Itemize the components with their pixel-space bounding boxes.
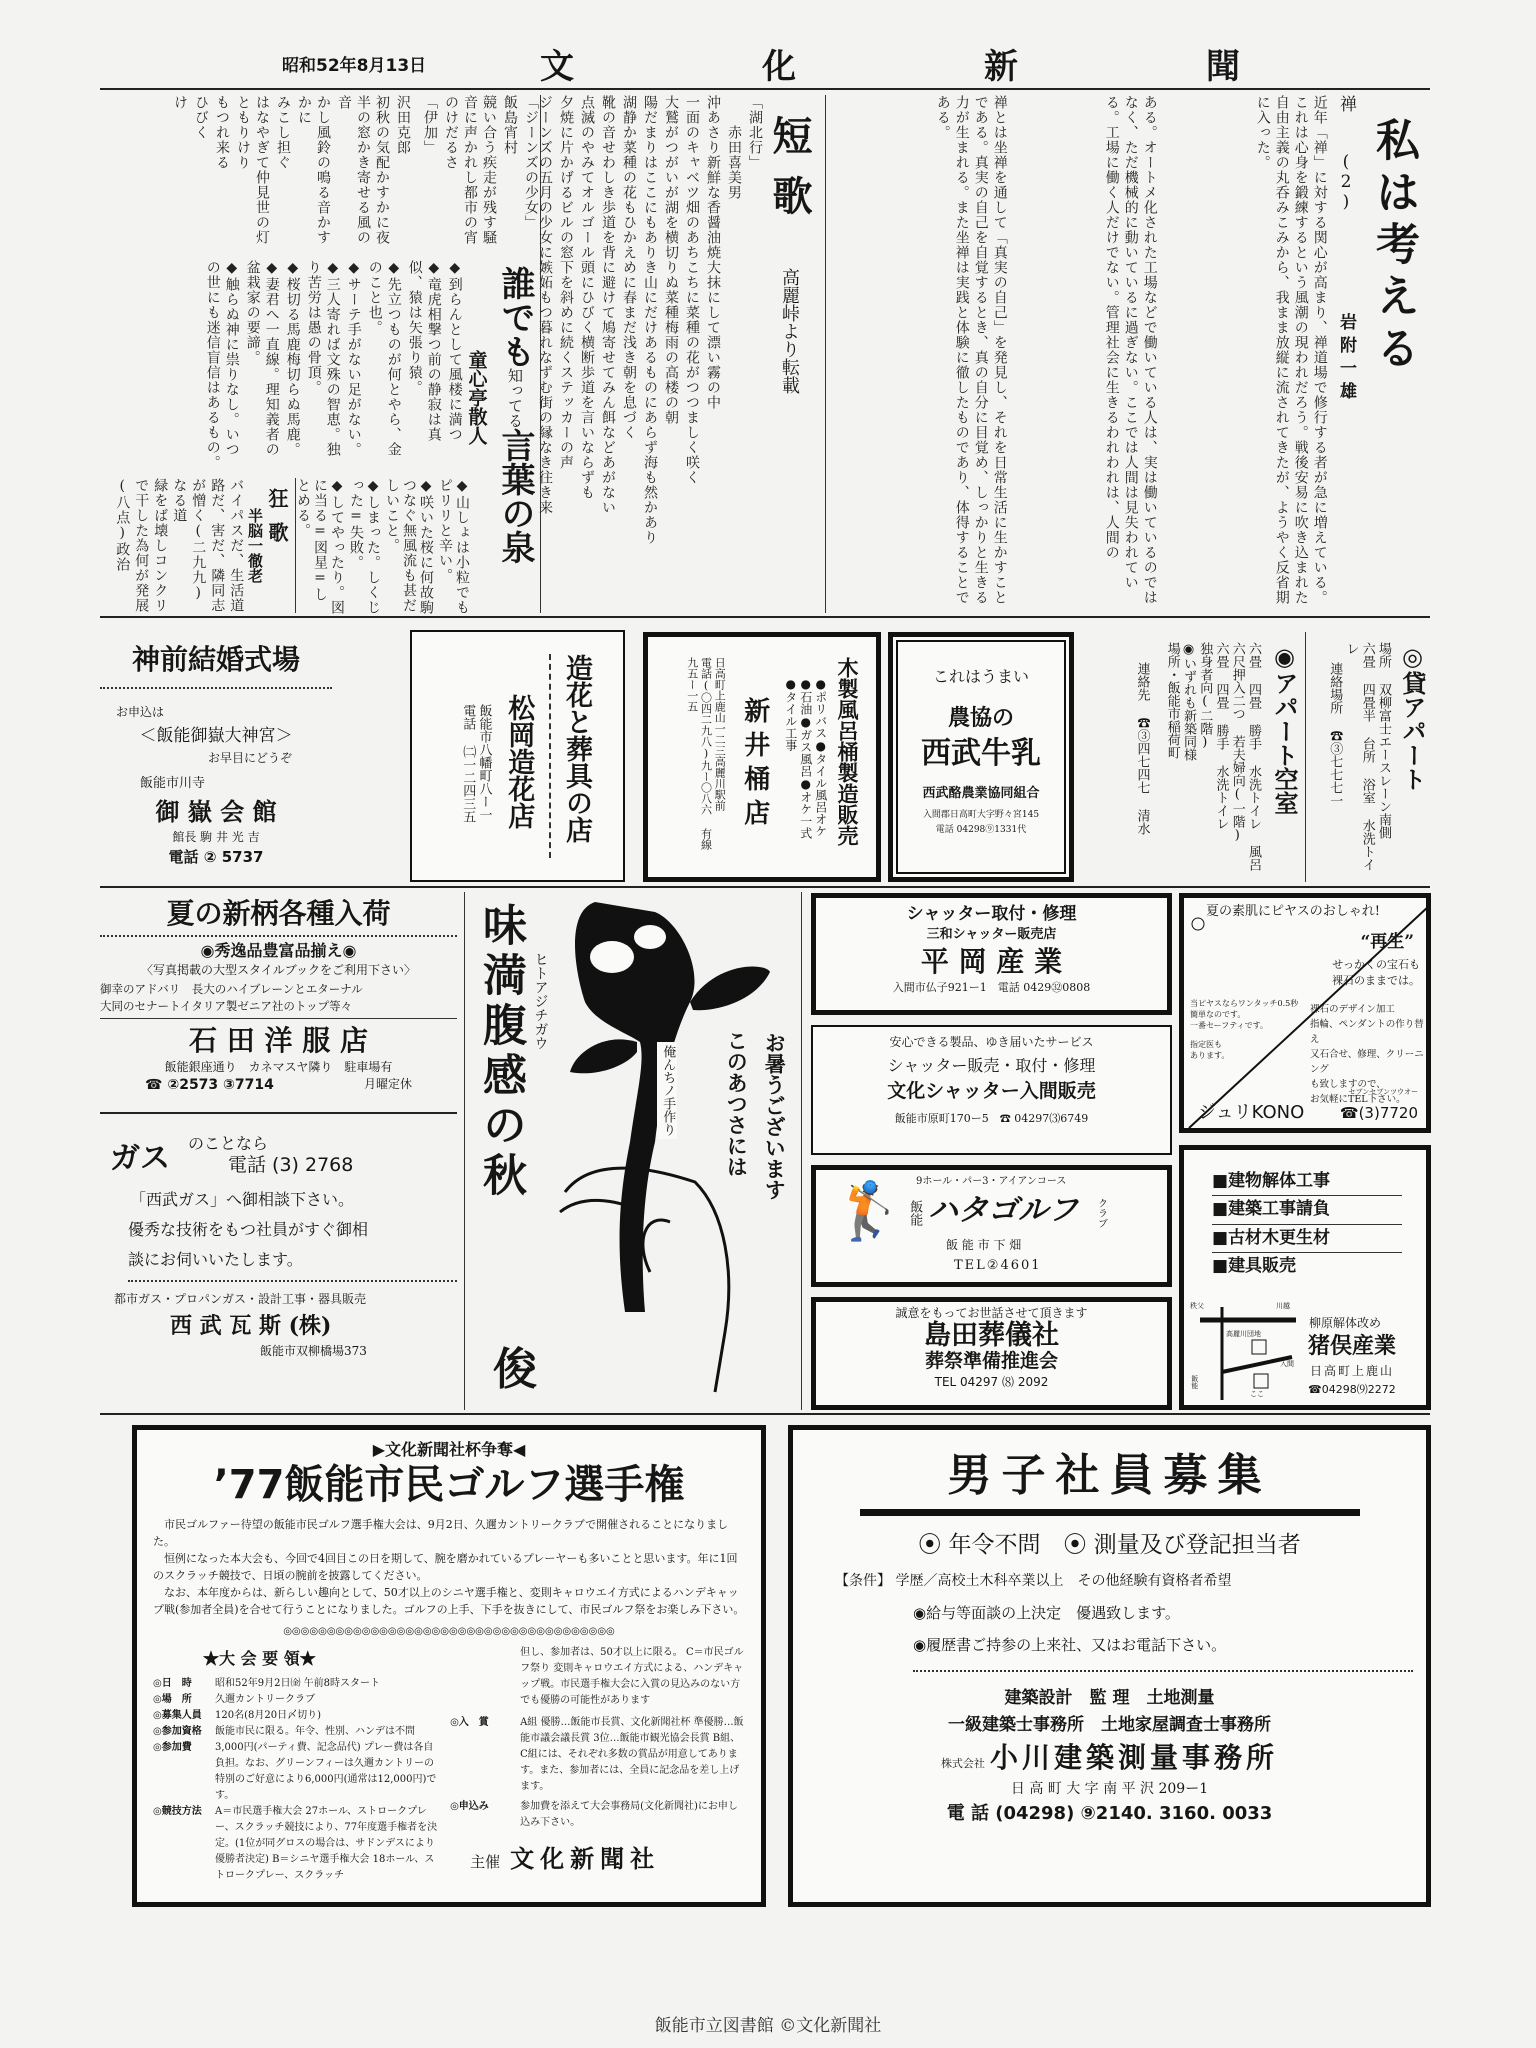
ad-demolition-item: ■建具販売 xyxy=(1212,1255,1297,1276)
kotoba-heading-lower xyxy=(470,474,540,614)
ad-wedding-hall: 御 嶽 会 館 xyxy=(155,796,277,826)
tanka-poem-left xyxy=(100,95,540,257)
kotoba-item: ◆咲いた桜に何故駒つなぐ無風流も甚だしいこと。 xyxy=(384,478,434,615)
ad-bath-title: 木製風呂桶製造販売 xyxy=(835,657,860,846)
ad-milk-title1: 農協の xyxy=(947,705,1014,731)
ad-golf-sub: クラブ xyxy=(1095,1198,1107,1228)
kotoba-item: ◆山しょは小粒でもピリリと辛い。 xyxy=(437,478,470,615)
ad-shutter-hiraoka-title: シャッター取付・修理 xyxy=(906,904,1077,924)
footer-credit: 飯能市立図書館 ©文化新聞社 xyxy=(654,2016,882,2036)
ad-rent-line: 六畳 四畳半 台所 浴室 水洗トイレ xyxy=(1343,642,1375,871)
tanka-line: 湖静か菜種の花もひかえめに春まだ浅き朝を息づく xyxy=(621,95,637,440)
golfer-icon: 🏌 xyxy=(834,1179,904,1244)
kotoba-item: ◆三人寄れば文殊の智恵。独り苦労は愚の骨頂。 xyxy=(305,260,341,457)
ad-jewelry-note: 指定医も xyxy=(1190,1040,1222,1049)
ad-tailor-phone: ☎ ②2573 ③7714 xyxy=(145,1076,274,1093)
illustration-label: 俺んちノ手作り xyxy=(657,1042,677,1139)
championship-title: ’77飯能市民ゴルフ選手権 xyxy=(213,1462,685,1508)
ad-gas-services: 都市ガス・プロパンガス・設計工事・器具販売 xyxy=(114,1291,367,1306)
guide-rule: ◎場 所 久邇カントリークラブ xyxy=(153,1693,315,1705)
kotoba-title-small: 知ってる xyxy=(506,368,524,428)
tanka-poem-author: 赤田喜美男 xyxy=(726,125,742,200)
map-label: 川越 xyxy=(1276,1302,1290,1310)
ad-apartment-line: 場所・飯能市稲荷町 xyxy=(1164,642,1180,759)
guide-rule: ◎日 時 昭和52年9月2日㈮ 午前8時スタート xyxy=(153,1677,380,1689)
ad-gas-company: 西 武 瓦 斯 (株) xyxy=(170,1312,332,1339)
ad-apartment-line: ◉いずれも新築同様 xyxy=(1181,642,1196,761)
ad-tailor-line: 大同のセナートイタリア製ゼニア社のトップ等々 xyxy=(100,999,457,1018)
guide-rule: ◎参加費 3,000円(パーティ費、記念品代) プレー費は各自負担。なお、グリーンフィーは久邇カントリーの特別のご好意により6,000円(通常は12,000円)です。 xyxy=(153,1741,437,1801)
kotoba-title2: 言葉の泉 xyxy=(495,428,535,564)
ad-flowers-shop: 松岡造花店 xyxy=(503,694,535,829)
kotoba-item: ◆触らぬ神に祟りなし。いつの世にも迷信盲信はあるもの。 xyxy=(204,260,240,470)
ad-shutter-hiraoka-shop: 平 岡 産 業 xyxy=(920,944,1063,978)
ad-shutter-bunka-tagline: 安心できる製品、ゆき届いたサービス xyxy=(889,1035,1094,1049)
recruit-company: 小川建築測量事務所 xyxy=(990,1740,1279,1774)
ad-jewelry-note: 裸石のデザイン加工 xyxy=(1310,1004,1395,1015)
ad-wedding-phone: 電話 ② 5737 xyxy=(168,847,264,866)
ad-gas-header xyxy=(100,1134,457,1178)
intro-paragraph: 恒例になった本大会も、今回で4回目この日を期して、腕を磨かれているプレーヤーも多いことと思います。年に1回のスクラッチ競技で、日頃の腕前を披露してください。 xyxy=(153,1552,738,1582)
ad-jewelry-note: お気軽にTEL下さい。 xyxy=(1310,1094,1406,1105)
ad-gas-sub: のことなら xyxy=(188,1134,269,1153)
ad-demolition-item: ■古材木更生材 xyxy=(1212,1225,1402,1253)
championship-guide xyxy=(153,1645,745,1884)
ad-bath-item: ●ポリバス●タイル風呂オケ xyxy=(813,677,828,837)
masthead-title xyxy=(540,46,1240,89)
tanka-line: かし風鈴の鳴る音かすかに xyxy=(296,95,331,245)
tanka-title: 短歌 xyxy=(766,115,813,235)
ad-championship xyxy=(132,1425,766,1907)
ad-wedding-shrine: ＜飯能御嶽大神宮＞ xyxy=(139,726,293,746)
ad-tailor xyxy=(100,892,457,1114)
kyouka-section xyxy=(100,478,296,613)
essay-author: 岩附一雄 xyxy=(1336,313,1356,405)
championship-cup: ▶文化新聞社杯争奪◀ xyxy=(372,1440,526,1459)
guide-rule: ◎入 賞 A組 優勝…飯能市長賞、文化新聞社杯 準優勝…飯能市議会議長賞 3位…飯能市観光協会長賞 B組、C組には、それぞれ多数の賞品が用意してあります。また、参加者には、全員に記念品を差し上げます。 xyxy=(450,1716,744,1792)
ad-illustration xyxy=(464,892,802,1410)
ad-bath-shop: 新井桶店 xyxy=(739,697,770,833)
ad-jewelry-quote: “再生” xyxy=(1360,932,1414,952)
ad-shutter-bunka-address-row xyxy=(813,1112,1170,1126)
ad-apartment-line: 六尺押入二つ 若夫婦向(一階) xyxy=(1229,642,1245,843)
recruit-phone: 電 話 (04298) ⑨2140. 3160. 0033 xyxy=(946,1803,1273,1825)
essay-article xyxy=(825,95,1431,613)
kyouka-title: 狂歌 xyxy=(265,488,289,556)
ad-milk-org: 西武酪農業協同組合 xyxy=(922,786,1040,801)
essay-body: ある。オートメ化された工場などで働いている人は、実は働いているのではなく、ただ機械的に動いているに過ぎない。ここでは人間は見失われている。工場に働く人だけでない。管理社会に生きるわれわれは、人間の xyxy=(1103,95,1158,605)
tanka-line: みこし担ぐ xyxy=(275,95,291,170)
kotoba-item: ◆竜虎相撃つ前の静寂は真似、猿は矢張り猿。 xyxy=(406,260,442,442)
ad-funeral-phone: TEL 04297 ⑻ 2092 xyxy=(934,1374,1049,1389)
recruit-address: 日 高 町 大 字 南 平 沢 209ー1 xyxy=(1010,1780,1209,1797)
ad-tailor-note: 〈写真掲載の大型スタイルブックをご利用下さい〉 xyxy=(141,963,416,977)
intro-paragraph: 市民ゴルファー待望の飯能市民ゴルフ選手権大会は、9月2日、久邇カントリークラブで開催されることになりました。 xyxy=(153,1518,729,1548)
ad-golf-shop: ハタゴルフ xyxy=(928,1193,1078,1228)
ad-funeral xyxy=(811,1297,1172,1410)
ad-wedding-title: 神前結婚式場 xyxy=(100,628,332,689)
ad-demolition-former: 柳原解体改め xyxy=(1309,1316,1382,1330)
ad-demolition-address: 日高町上鹿山 xyxy=(1310,1364,1395,1378)
kotoba-author: 童心亭散人 xyxy=(465,350,488,445)
ad-apartment-title: ◉アパート空室 xyxy=(1270,642,1299,815)
recruit-conditions: 【条件】 学歴／高校土木科卒業以上 その他経験有資格者希望 xyxy=(835,1573,1232,1590)
ad-gas xyxy=(100,1120,457,1410)
ad-apartment xyxy=(1086,632,1306,882)
guide-right xyxy=(450,1645,745,1884)
ad-apartment-line: 六畳 四畳 勝手 水洗トイレ xyxy=(1213,642,1229,830)
ad-tailor-shop: 石 田 洋 服 店 xyxy=(189,1023,368,1057)
kotoba-body xyxy=(203,260,464,470)
ad-golf-course: 9ホール・パー3・アイアンコース xyxy=(916,1176,1067,1187)
ad-gas-sub-block xyxy=(188,1134,353,1178)
ad-wedding-early: お早目にどうぞ xyxy=(207,751,292,766)
tanka-poem-title: 「ジーンズの少女」 xyxy=(523,95,539,230)
championship-intro xyxy=(153,1516,745,1618)
ad-jewelry-title: 夏の素肌にピヤスのおしゃれ! xyxy=(1206,904,1380,919)
guide-rule: 但し、参加者は、50才以上に限る。 C＝市民ゴルフ祭り 変則キャロウエイ方式による、ハンデキャップ戦。市民選手権大会に入賞の見込みのない方でも優勝の可能性があります xyxy=(520,1646,744,1706)
ad-shutter-bunka-phone: ☎ 04297⑶6749 xyxy=(999,1111,1089,1125)
ad-bath xyxy=(643,632,881,882)
ad-jewelry-line: せっかくの宝石も xyxy=(1332,958,1420,971)
tanka-line: ひびく xyxy=(193,95,209,140)
ad-jewelry-left xyxy=(1190,998,1306,1061)
tanka-line: 夕焼に片かげるビルの窓下を斜めに続くステッカーの声 xyxy=(558,95,574,470)
championship-divider: ◎◎◎◎◎◎◎◎◎◎◎◎◎◎◎◎◎◎◎◎◎◎◎◎◎◎◎◎◎◎◎◎◎◎◎◎◎◎ xyxy=(283,1626,615,1637)
recruit-resume: ◉履歴書ご持参の上来社、又はお電話下さい。 xyxy=(913,1636,1413,1672)
section-rule xyxy=(100,886,1430,888)
ad-jewelry-shop: ジュリKONO xyxy=(1198,1102,1305,1123)
essay-body: 近年「禅」に対する関心が高まり、禅道場で修行する者が急に増えている。これは心身を鍛練するという風潮の現われだろう。戦後安易に吹き込まれた自由主義の丸呑みこみから、我まま放縦に流されてきたが、ようやく反省期に入った。 xyxy=(1254,95,1328,605)
tanka-line: 初秋の気配かすかに夜半の窓かき寄せる風の音 xyxy=(336,95,390,245)
ad-apartment-line: 六畳 四畳 勝手 水洗トイレ 風呂 xyxy=(1246,642,1261,871)
intro-paragraph: なお、本年度からは、新らしい趣向として、50才以上のシニヤ選手権と、変則キャロウエイ方式によるハンデキャップ戦(参加者全員)を合せて行うことになりました。ゴルフの上手、下手を抜きにして、市民ゴルフ祭をお楽しみ下さい。 xyxy=(153,1586,745,1616)
ad-apartment-line: 独身者向(二階) xyxy=(1197,642,1213,750)
tanka-line: 陽だまりはここにもありき山にだけあるものにあらず海も然かあり xyxy=(642,95,658,545)
ad-jewelry-line: 裸石のままでは。 xyxy=(1332,974,1420,987)
masthead-char: 新 xyxy=(984,47,1018,87)
ad-gas-line: 「西武ガス」へ御相談下さい。 xyxy=(130,1189,355,1209)
map-label: ここ xyxy=(1250,1390,1264,1398)
ad-demolition-item: ■建物解体工事 xyxy=(1212,1168,1402,1196)
ad-demolition xyxy=(1179,1145,1431,1410)
kotoba-body-lower xyxy=(295,478,470,615)
kotoba-item: ◆サーテ手がない足がない。 xyxy=(345,260,362,457)
ad-jewelry-note: 当ピヤスならワンタッチ0.5秒 xyxy=(1190,999,1299,1008)
ad-gas-line: 談にお伺いいたします。 xyxy=(128,1250,457,1282)
masthead-date: 昭和52年8月13日 xyxy=(282,56,427,76)
essay-title: 私は考える xyxy=(1368,117,1419,377)
tanka-line: 点滅のやみてオルゴール頭にひびく横断歩道を言いならずも xyxy=(579,95,595,500)
ad-milk xyxy=(888,632,1074,882)
ad-rent-line: 場所 双柳富士エースレーン南側 xyxy=(1376,642,1391,839)
kotoba-item: ◆しまった。しくじった=失敗。 xyxy=(348,478,381,615)
left-tanka-author: 沢田克郎 xyxy=(395,95,411,155)
masthead-char: 聞 xyxy=(1206,47,1240,87)
tanka-section xyxy=(537,95,822,613)
essay-byline xyxy=(1335,95,1356,405)
ad-milk-tagline: これはうまい xyxy=(932,667,1029,686)
ad-bath-item: ●石油●ガス風呂●オケ一式 xyxy=(798,677,813,839)
guide-left xyxy=(153,1645,438,1884)
tanka-line: け xyxy=(172,95,188,110)
ad-gas-phone: 電話 (3) 2768 xyxy=(228,1154,354,1176)
essay-body: 禅とは坐禅を通して「真実の自己」を発見し、それを日常生活に生かすことである。真実の自己を自覚するとき、真の自分に目覚め、しっかりと生きる力が生まれる。また坐禅は実践と体験に徹したものであり、体得することである。 xyxy=(934,95,1008,605)
ad-rent-title: ◎貸アパート xyxy=(1398,642,1427,791)
ad-shutter-bunka-shop: 文化シャッター入間販売 xyxy=(887,1080,1096,1102)
tanka-line: 一面のキャベツ畑のあちこちに菜種の花がつつましく咲く xyxy=(684,95,700,485)
kotoba-item: ◆先立つものが何とやら、金のこと也。 xyxy=(366,260,402,457)
recruit-pay: ◉給与等面談の上決定 優遇致します。 xyxy=(913,1604,1180,1623)
guide-rule: ◎申込み 参加費を添えて大会事務局(文化新聞社)にお申し込み下さい。 xyxy=(450,1800,738,1828)
tanka-line: 競い合う疾走が残す騒音に声かれし都市の宵のけだるさ xyxy=(443,95,497,245)
recruit-services: 建築設計 監 理 土地測量 xyxy=(1004,1688,1215,1709)
map-label: 入間 xyxy=(1280,1360,1294,1368)
kyouka-line: バイパスだ、生活道路だ、害だ、隣同志が憎く(二九九)なる道 xyxy=(171,478,245,613)
ad-gas-address: 飯能市双柳橋場373 xyxy=(260,1344,367,1359)
illustration-greeting1: お暑うございます xyxy=(762,1032,788,1200)
illustration-title: 味満腹感の秋 xyxy=(475,902,526,1202)
kyouka-line: 緑をば壊しコンクリで干した為何が発展(八点)政治 xyxy=(114,478,169,613)
masthead-rule xyxy=(100,88,1430,90)
ad-tailor-phone-row xyxy=(100,1077,457,1095)
map-label: 秩父 xyxy=(1190,1302,1204,1310)
left-tanka-title: 「伊加」 xyxy=(422,95,438,155)
kotoba-item: ◆桜切る馬鹿梅切らぬ馬鹿。 xyxy=(284,260,301,457)
tanka-line: 大鷲がつがいが湖を横切りぬ菜種梅雨の高楼の朝 xyxy=(663,95,679,425)
ad-milk-phone: 電話 04298⑨1331代 xyxy=(935,824,1027,835)
ad-wedding-location: 飯能市川寺 xyxy=(140,776,206,792)
ad-jewelry-note: 指輪、ペンダントの作り替え xyxy=(1310,1019,1424,1045)
ad-milk-title2: 西武牛乳 xyxy=(921,735,1041,771)
ad-funeral-org: 葬祭準備推進会 xyxy=(924,1349,1058,1372)
guide-title: ★大 会 要 領★ xyxy=(203,1648,316,1668)
tanka-line: もつれ来る xyxy=(214,95,230,170)
ad-recruit xyxy=(788,1425,1431,1907)
ad-jewelry-note: 一番セーフティです。 xyxy=(1190,1021,1268,1030)
ad-demolition-shop: 猪俣産業 xyxy=(1308,1333,1397,1359)
recruit-offices: 一級建築士事務所 土地家屋調査士事務所 xyxy=(948,1714,1271,1735)
ad-apartment-line: 連絡先 ☎③四七四七 清水 xyxy=(1134,662,1150,835)
ad-shutter-hiraoka-address: 入間市仏子921ー1 電話 0429㉜0808 xyxy=(892,980,1091,994)
ad-jewelry-note: 又石合せ、修理、クリーニング xyxy=(1310,1049,1424,1075)
kotoba-item: ◆妻君へ一直線。理知義者の盆栽家の要諦。 xyxy=(244,260,280,457)
ad-tailor-line: 御幸のアドバリ 長大のハイブレーンとエターナル xyxy=(100,982,363,996)
ad-shutter-bunka-title: シャッター販売・取付・修理 xyxy=(887,1056,1096,1075)
ad-jewelry xyxy=(1179,893,1431,1133)
ad-golf-address: 飯 能 市 下 畑 xyxy=(946,1238,1022,1252)
ad-bath-phone: 電話(〇四二九八)九ー〇八六 有線 九五ー一五 xyxy=(685,657,713,850)
ad-funeral-shop: 島田葬儀社 xyxy=(924,1320,1059,1351)
essay-series: 禅(2) xyxy=(1336,95,1356,212)
ad-shutter-hiraoka-dealer: 三和シャッター販売店 xyxy=(926,927,1057,943)
recruit-title: 男子社員募集 xyxy=(860,1450,1360,1516)
ad-flowers-phone: 電話 ㈡一二四三五 xyxy=(460,704,476,823)
ad-rent-line: 連絡場所 ☎③七七七一 xyxy=(1327,662,1343,807)
ad-demolition-phone: ☎04298⑼2272 xyxy=(1308,1383,1396,1396)
ad-golf-area: 飯能 xyxy=(907,1200,923,1226)
ad-tailor-title: 夏の新柄各種入荷 xyxy=(100,892,457,937)
map-label: 飯能 xyxy=(1190,1375,1199,1389)
ad-demolition-item: ■建築工事請負 xyxy=(1212,1196,1402,1224)
section-rule xyxy=(100,616,1430,618)
ad-wedding xyxy=(100,628,332,883)
ad-tailor-sub: ◉秀逸品豊富品揃え◉ xyxy=(200,941,357,960)
tanka-poem-title: 「湖北行」 xyxy=(747,95,763,170)
ad-gas-line: 優秀な技術をもつ社員がすぐ御相 xyxy=(128,1219,369,1239)
guide-rule: ◎参加資格 飯能市民に限る。年令、性別、ハンデは不問 xyxy=(153,1725,415,1737)
section-rule xyxy=(100,1413,1430,1415)
tanka-heading xyxy=(764,115,814,455)
championship-host: 主催 文化新聞社 xyxy=(470,1843,661,1873)
ad-rent xyxy=(1312,632,1431,882)
kotoba-item: ◆到らんとして風楼に満つ xyxy=(446,260,463,442)
ad-jewelry-note: も致しますので、 xyxy=(1310,1079,1386,1090)
ad-wedding-manager: 館長 駒 井 光 吉 xyxy=(172,829,260,844)
ad-milk-address: 入間郡日高町大字野々宮145 xyxy=(922,810,1040,821)
ad-wedding-apply: お申込は xyxy=(116,705,165,719)
kotoba-item: ◆してやったり。図に当る=図星=しとめる。 xyxy=(295,478,345,615)
recruit-company-row xyxy=(793,1741,1426,1775)
ad-demolition-list xyxy=(1212,1168,1402,1280)
recruit-requirements: ⦿ 年令不問 ⦿ 測量及び登記担当者 xyxy=(918,1531,1301,1558)
ad-golf-phone: TEL②4601 xyxy=(954,1258,1042,1273)
masthead-char: 化 xyxy=(762,47,796,87)
ad-tailor-closed: 月曜定休 xyxy=(363,1076,412,1091)
ad-shutter-bunka-address: 飯能市原町170ー5 xyxy=(894,1111,989,1125)
ad-demolition-map xyxy=(1192,1302,1302,1402)
tanka-subtitle: 高麗峠より転載 xyxy=(779,268,800,394)
ad-tailor-address: 飯能銀座通り カネマスヤ隣り 駐車場有 xyxy=(164,1059,393,1074)
ad-flowers-address: 飯能市八幡町八ー一 xyxy=(476,704,492,821)
ad-jewelry-note: 簡単なのです。 xyxy=(1190,1010,1246,1019)
guide-rule: ◎募集人員 120名(8月20日〆切り) xyxy=(153,1709,321,1721)
masthead-char: 文 xyxy=(540,47,574,87)
ad-shutter-hiraoka xyxy=(811,893,1172,1015)
kotoba-title: 誰でも xyxy=(495,266,535,368)
tanka-poem xyxy=(619,95,764,605)
ad-golf xyxy=(811,1165,1172,1287)
ad-bath-address: 日高町上鹿山一二三高麗川駅前 xyxy=(713,657,727,811)
ad-gas-title: ガス xyxy=(110,1141,170,1176)
tanka-line: ジーンズの五月の少女に嫉妬もつ暮れなずむ街の縁なき往き来 xyxy=(537,95,553,515)
ad-bath-item: ●タイル工事 xyxy=(783,677,798,751)
illustration-sign: 俊 xyxy=(493,1344,537,1395)
tanka-line: はなやぎて仲見世の灯ともりけり xyxy=(235,95,270,245)
ad-jewelry-phone: ☎(3)7720 xyxy=(1339,1104,1418,1122)
ad-jewelry-kana: セブンセブンツウオー xyxy=(1348,1088,1418,1096)
guide-rule: ◎競技方法 A＝市民選手権大会 27ホール、ストロークプレー、スクラッチ競技により、77年度選手権者を決定。(1位が同グロスの場合は、サドンデスにより優勝者決定) B＝シニヤ選手権大会 18ホール、ストロークプレー、スクラッチ xyxy=(153,1805,438,1881)
tanka-poem-lines xyxy=(535,95,617,605)
illustration-ruby: ヒトアジチガウ xyxy=(532,952,549,1050)
kyouka-author: 半脳一徹老 xyxy=(246,508,264,583)
recruit-kk: 株式会社 xyxy=(940,1756,985,1770)
ad-funeral-tagline: 誠意をもってお世話させて頂きます xyxy=(895,1306,1088,1320)
ad-jewelry-note: あります。 xyxy=(1190,1051,1230,1060)
tanka-poem-author: 飯島宵村 xyxy=(502,95,518,155)
tanka-line: 靴の音せわしき歩道を背に避けて鳩寄せてみん餌などあがない xyxy=(600,95,616,515)
map-label: 高麗川団地 xyxy=(1226,1330,1261,1338)
tanka-line: 沖あさり新鮮な香醤油焼大抹にして漂い霧の中 xyxy=(705,95,721,410)
illustration-greeting2: このあつさには xyxy=(724,1030,750,1177)
ad-flowers xyxy=(410,630,625,882)
ad-shutter-bunka xyxy=(811,1025,1172,1155)
ad-flowers-title: 造花と葬具の店 xyxy=(549,654,593,858)
